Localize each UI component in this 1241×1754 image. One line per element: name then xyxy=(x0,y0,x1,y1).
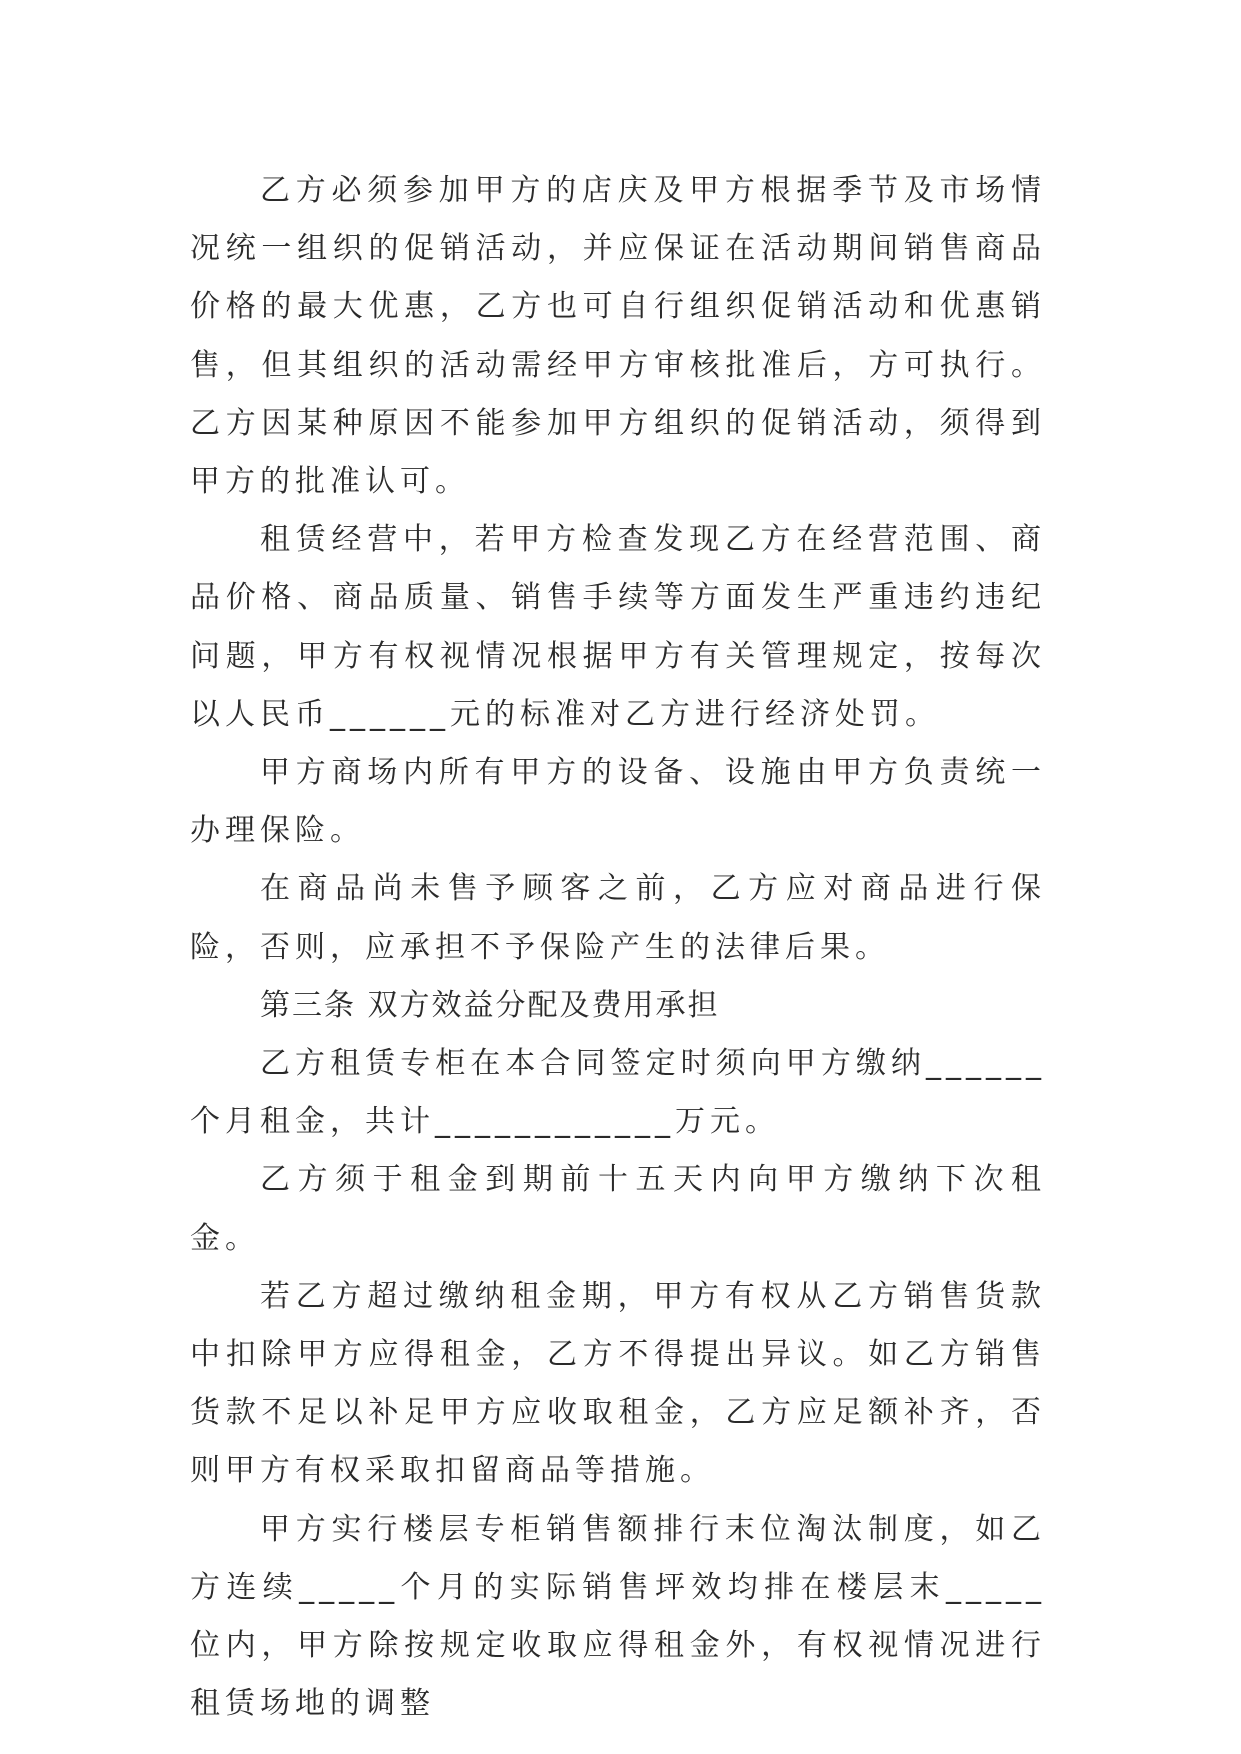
paragraph-elimination-system: 甲方实行楼层专柜销售额排行末位淘汰制度，如乙方连续_____个月的实际销售坪效均排在楼层末_____位内，甲方除按规定收取应得租金外，有权视情况进行租赁场地的调整 xyxy=(190,1511,1046,1722)
article-three-heading: 第三条 双方效益分配及费用承担 xyxy=(260,987,720,1023)
document-body xyxy=(190,162,1046,1733)
paragraph-violation-penalty: 租赁经营中，若甲方检查发现乙方在经营范围、商品价格、商品质量、销售手续等方面发生严重违约违纪问题，甲方有权视情况根据甲方有关管理规定，按每次以人民币______元的标准对乙方进行经济处罚。 xyxy=(190,522,1046,732)
paragraph-goods-insurance: 在商品尚未售予顾客之前，乙方应对商品进行保险，否则，应承担不予保险产生的法律后果。 xyxy=(190,871,1046,965)
paragraph-next-rent-payment: 乙方须于租金到期前十五天内向甲方缴纳下次租金。 xyxy=(190,1162,1046,1256)
paragraph-rent-deposit: 乙方租赁专柜在本合同签定时须向甲方缴纳______个月租金，共计____________万元。 xyxy=(190,1046,1046,1140)
paragraph-mall-insurance: 甲方商场内所有甲方的设备、设施由甲方负责统一办理保险。 xyxy=(190,755,1046,849)
paragraph-promotion-activities: 乙方必须参加甲方的店庆及甲方根据季节及市场情况统一组织的促销活动，并应保证在活动期间销售商品价格的最大优惠，乙方也可自行组织促销活动和优惠销售，但其组织的活动需经甲方审核批准后，方可执行。乙方因某种原因不能参加甲方组织的促销活动，须得到甲方的批准认可。 xyxy=(190,173,1046,500)
paragraph-overdue-rent: 若乙方超过缴纳租金期，甲方有权从乙方销售货款中扣除甲方应得租金，乙方不得提出异议。如乙方销售货款不足以补足甲方应收取租金，乙方应足额补齐，否则甲方有权采取扣留商品等措施。 xyxy=(190,1278,1046,1489)
